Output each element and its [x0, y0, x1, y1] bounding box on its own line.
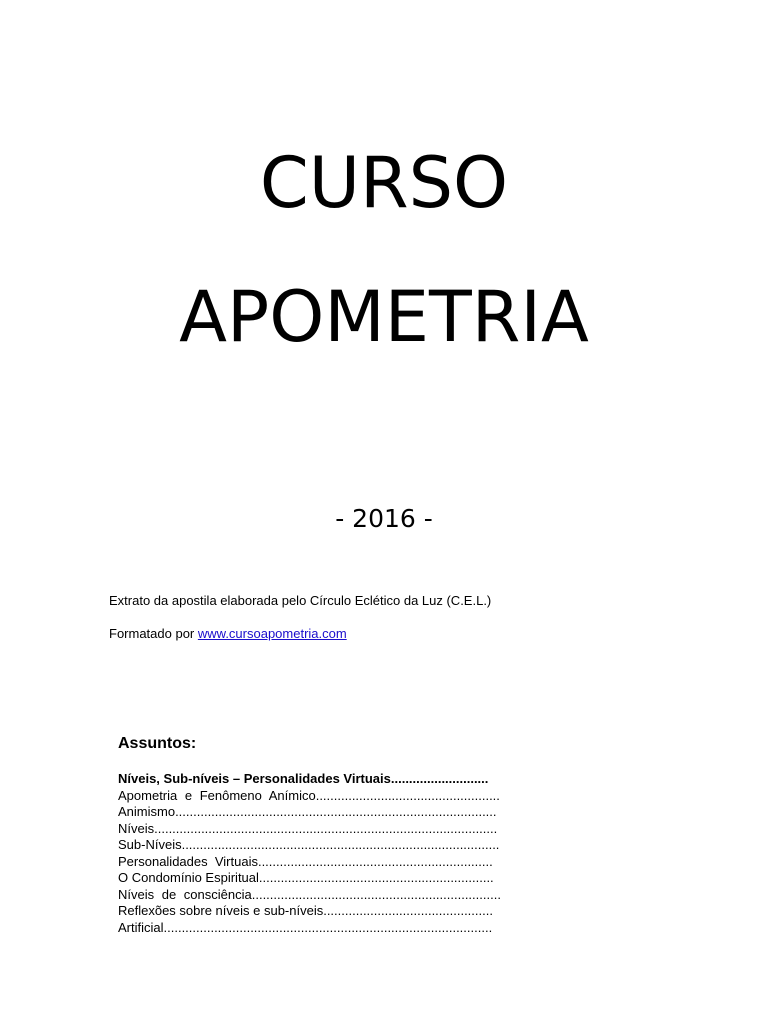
- toc-item: Reflexões sobre níveis e sub-níveis...............................................: [118, 903, 493, 918]
- toc-item: Personalidades Virtuais.................................................................: [118, 853, 493, 869]
- toc-item: Níveis de consciência.....................................................................: [118, 886, 501, 902]
- toc-lead-item: Níveis, Sub-níveis – Personalidades Virtuais...........................: [118, 771, 489, 786]
- toc-item: Apometria e Fenômeno Anímico...................................................: [118, 787, 500, 803]
- formatted-by-label: Formatado por: [109, 626, 198, 641]
- title-line-1: CURSO: [259, 142, 509, 224]
- toc-item: Sub-Níveis........................................................................................: [118, 837, 500, 852]
- subjects-section: [118, 736, 548, 936]
- toc-item: Animismo.........................................................................................: [118, 804, 497, 819]
- toc-item: O Condomínio Espiritual.................................................................: [118, 870, 494, 885]
- website-link[interactable]: www.cursoapometria.com: [197, 626, 347, 641]
- subjects-heading: Assuntos:: [118, 735, 197, 752]
- year-label: - 2016 -: [335, 504, 433, 533]
- toc-item: Níveis...............................................................................................: [118, 820, 498, 836]
- formatted-by-line: [109, 627, 347, 640]
- toc-item: Artificial...........................................................................................: [118, 919, 493, 935]
- title-line-2: APOMETRIA: [179, 276, 589, 358]
- extract-note: Extrato da apostila elaborada pelo Círculo Eclético da Luz (C.E.L.): [109, 593, 492, 608]
